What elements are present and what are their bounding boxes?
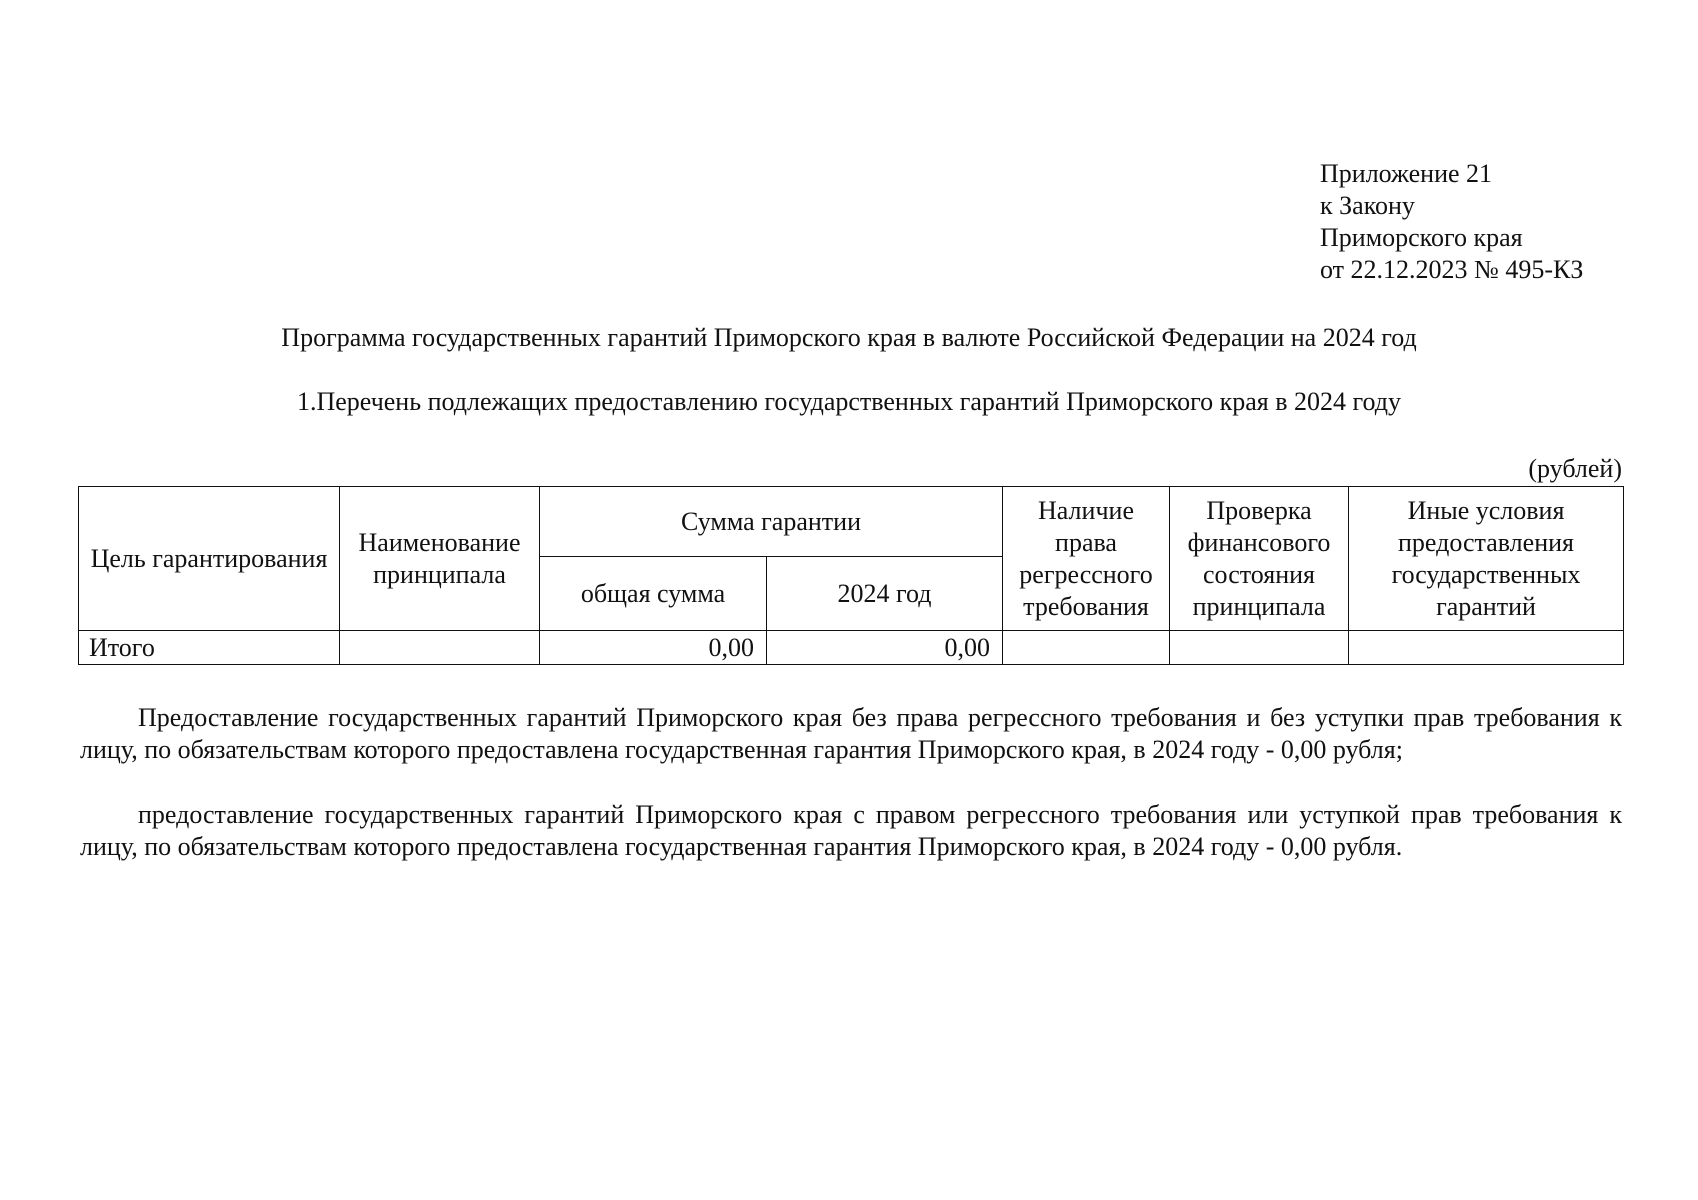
header-amount-total: общая сумма xyxy=(540,557,767,631)
header-financial-check: Проверка финансового состояния принципала xyxy=(1170,487,1349,631)
table-row-total xyxy=(79,631,1624,665)
header-other-conditions: Иные условия предоставления государственных гарантий xyxy=(1349,487,1624,631)
total-financial-check xyxy=(1170,631,1349,665)
paragraph-without-recourse: Предоставление государственных гарантий Приморского края без права регрессного требования и без уступки прав требования к лицу, по обязательствам которого предоставлена государственная гарантия Приморского края, в 2024 году - 0,00 рубля; xyxy=(80,703,1622,764)
document-title: Программа государственных гарантий Приморского края в валюте Российской Федерации на 2024 год xyxy=(281,323,1417,352)
total-amount-year: 0,00 xyxy=(767,631,1003,665)
paragraph-with-recourse: предоставление государственных гарантий Приморского края с правом регрессного требования или уступкой прав требования к лицу, по обязательствам которого предоставлена государственная гарантия Приморского края, в 2024 году - 0,00 рубля. xyxy=(80,800,1622,861)
header-amount-year: 2024 год xyxy=(767,557,1003,631)
section-title: 1.Перечень подлежащих предоставлению государственных гарантий Приморского края в 2024 году xyxy=(296,387,1401,416)
total-other-conditions xyxy=(1349,631,1624,665)
header-purpose: Цель гарантирования xyxy=(79,487,340,631)
units-label: (рублей) xyxy=(1528,454,1622,483)
total-recourse xyxy=(1003,631,1170,665)
guarantees-table xyxy=(78,486,1624,665)
total-label: Итого xyxy=(79,631,340,665)
total-principal xyxy=(340,631,540,665)
appendix-block xyxy=(1320,158,1583,286)
header-amount-group: Сумма гарантии xyxy=(540,487,1003,557)
appendix-line-1: Приложение 21 xyxy=(1320,159,1493,188)
header-principal: Наименование принципала xyxy=(340,487,540,631)
header-recourse: Наличие права регрессного требования xyxy=(1003,487,1170,631)
appendix-line-2: к Закону xyxy=(1320,191,1415,220)
appendix-line-3: Приморского края xyxy=(1320,223,1523,252)
total-amount-total: 0,00 xyxy=(540,631,767,665)
appendix-line-4: от 22.12.2023 № 495-КЗ xyxy=(1320,255,1584,284)
